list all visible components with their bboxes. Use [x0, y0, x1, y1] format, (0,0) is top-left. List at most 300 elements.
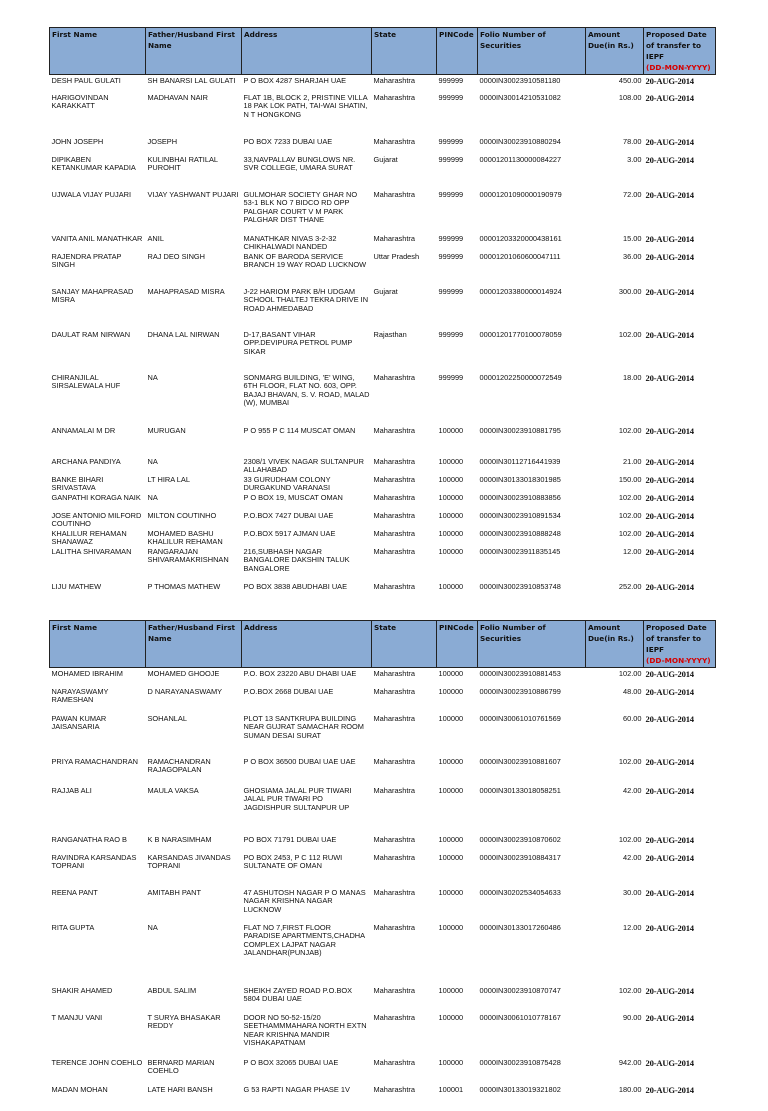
table-row	[50, 787, 716, 836]
cell-pincode: 100000	[438, 582, 464, 591]
cell-amount: 102.00	[618, 330, 642, 339]
cell-folio: 00001201770100078059	[479, 330, 562, 339]
header-state: State	[372, 28, 437, 75]
header-date-format: (DD-MON-YYYY)	[646, 656, 711, 665]
cell-proposed-date: 20-AUG-2014	[645, 511, 694, 521]
cell-first-name: DAULAT RAM NIRWAN	[51, 330, 131, 339]
cell-first-name: RAVINDRA KARSANDAS TOPRANI	[51, 853, 137, 871]
table-row	[50, 1086, 716, 1111]
cell-amount: 102.00	[618, 511, 642, 520]
cell-state: Maharashtra	[373, 529, 415, 538]
cell-address: 33,NAVPALLAV BUNGLOWS NR. SVR COLLEGE, UMARA SURAT	[243, 155, 356, 173]
cell-amount: 36.00	[623, 252, 642, 261]
table-row	[50, 758, 716, 787]
cell-amount: 102.00	[618, 757, 642, 766]
cell-folio: 00001203380000014924	[479, 287, 562, 296]
cell-father-name: P THOMAS MATHEW	[147, 582, 221, 591]
cell-first-name: T MANJU VANI	[51, 1013, 103, 1022]
cell-pincode: 999999	[438, 155, 464, 164]
cell-folio: 0000IN30023910875428	[479, 1058, 561, 1067]
cell-pincode: 999999	[438, 137, 464, 146]
cell-pincode: 100000	[438, 1013, 464, 1022]
table-row	[50, 530, 716, 548]
cell-pincode: 100000	[438, 923, 464, 932]
cell-father-name: MILTON COUTINHO	[147, 511, 217, 520]
cell-state: Maharashtra	[373, 582, 415, 591]
cell-pincode: 999999	[438, 190, 464, 199]
cell-amount: 72.00	[623, 190, 642, 199]
cell-state: Rajasthan	[373, 330, 407, 339]
cell-state: Maharashtra	[373, 457, 415, 466]
cell-state: Maharashtra	[373, 786, 415, 795]
table-row	[50, 854, 716, 889]
cell-amount: 108.00	[618, 93, 642, 102]
cell-folio: 0000IN30023910888248	[479, 529, 561, 538]
table-body-1	[50, 75, 716, 606]
header-address: Address	[242, 621, 372, 668]
cell-father-name: NA	[147, 457, 158, 466]
cell-pincode: 100000	[438, 475, 464, 484]
cell-father-name: BERNARD MARIAN COEHLO	[147, 1058, 215, 1076]
table-row	[50, 191, 716, 235]
cell-proposed-date: 20-AUG-2014	[645, 835, 694, 845]
header-pincode: PINCode	[437, 621, 478, 668]
cell-folio: 0000IN30202534054633	[479, 888, 561, 897]
cell-state: Gujarat	[373, 287, 398, 296]
cell-pincode: 100000	[438, 426, 464, 435]
cell-address: P O BOX 4287 SHARJAH UAE	[243, 76, 347, 85]
cell-state: Maharashtra	[373, 835, 415, 844]
cell-amount: 30.00	[623, 888, 642, 897]
cell-folio: 0000IN30061010761569	[479, 714, 561, 723]
cell-first-name: MADAN MOHAN	[51, 1085, 108, 1094]
cell-folio: 0000IN30133018301985	[479, 475, 561, 484]
cell-state: Maharashtra	[373, 475, 415, 484]
cell-pincode: 100000	[438, 1058, 464, 1067]
cell-address: P.O.BOX 2668 DUBAI UAE	[243, 687, 334, 696]
cell-father-name: LT HIRA LAL	[147, 475, 190, 484]
cell-folio: 0000IN30023910853748	[479, 582, 561, 591]
cell-pincode: 100000	[438, 714, 464, 723]
cell-father-name: RAMACHANDRAN RAJAGOPALAN	[147, 757, 211, 775]
cell-folio: 0000IN30133019321802	[479, 1085, 561, 1094]
cell-address: P O BOX 36500 DUBAI UAE UAE	[243, 757, 356, 766]
table-row	[50, 94, 716, 138]
cell-first-name: DIPIKABEN KETANKUMAR KAPADIA	[51, 155, 136, 173]
cell-folio: 0000IN30133017260486	[479, 923, 561, 932]
cell-proposed-date: 20-AUG-2014	[645, 1013, 694, 1023]
table-row	[50, 374, 716, 427]
cell-folio: 0000IN30061010778167	[479, 1013, 561, 1022]
cell-address: PLOT 13 SANTKRUPA BUILDING NEAR GUJRAT SAMACHAR ROOM SUMAN DESAI SURAT	[243, 714, 364, 740]
cell-state: Maharashtra	[373, 687, 415, 696]
cell-amount: 3.00	[627, 155, 642, 164]
table-row	[50, 458, 716, 476]
cell-amount: 12.00	[623, 923, 642, 932]
cell-address: P.O.BOX 7427 DUBAI UAE	[243, 511, 334, 520]
cell-father-name: KULINBHAI RATILAL PUROHIT	[147, 155, 218, 173]
table-row	[50, 668, 716, 688]
cell-address: DOOR NO 50-52-15/20 SEETHAMMMAHARA NORTH EXTN NEAR KRISHNA MANDIR VISHAKAPATNAM	[243, 1013, 367, 1048]
table-row	[50, 924, 716, 987]
cell-father-name: MAHAPRASAD MISRA	[147, 287, 225, 296]
cell-father-name: KARSANDAS JIVANDAS TOPRANI	[147, 853, 231, 871]
cell-proposed-date: 20-AUG-2014	[645, 493, 694, 503]
cell-amount: 150.00	[618, 475, 642, 484]
header-date-label: Proposed Date of transfer to IEPF	[646, 30, 707, 61]
cell-father-name: DHANA LAL NIRWAN	[147, 330, 220, 339]
cell-father-name: VIJAY YASHWANT PUJARI	[147, 190, 239, 199]
cell-state: Maharashtra	[373, 757, 415, 766]
cell-proposed-date: 20-AUG-2014	[645, 669, 694, 679]
cell-proposed-date: 20-AUG-2014	[645, 234, 694, 244]
cell-first-name: LIJU MATHEW	[51, 582, 102, 591]
cell-proposed-date: 20-AUG-2014	[645, 373, 694, 383]
cell-first-name: ANNAMALAI M DR	[51, 426, 116, 435]
cell-amount: 102.00	[618, 669, 642, 678]
cell-pincode: 100000	[438, 757, 464, 766]
cell-folio: 00001201060600047111	[479, 252, 561, 261]
cell-proposed-date: 20-AUG-2014	[645, 330, 694, 340]
cell-first-name: NARAYASWAMY RAMESHAN	[51, 687, 109, 705]
cell-folio: 0000IN30023910883856	[479, 493, 561, 502]
cell-folio: 0000IN30023910870747	[479, 986, 561, 995]
cell-amount: 60.00	[623, 714, 642, 723]
cell-proposed-date: 20-AUG-2014	[645, 547, 694, 557]
cell-address: G 53 RAPTI NAGAR PHASE 1V	[243, 1085, 350, 1094]
cell-amount: 102.00	[618, 986, 642, 995]
cell-amount: 48.00	[623, 687, 642, 696]
cell-amount: 42.00	[623, 853, 642, 862]
cell-proposed-date: 20-AUG-2014	[645, 76, 694, 86]
cell-state: Maharashtra	[373, 669, 415, 678]
table-body-2	[50, 668, 716, 1111]
cell-state: Uttar Pradesh	[373, 252, 420, 261]
cell-first-name: VANITA ANIL MANATHKAR	[51, 234, 143, 243]
header-proposed-date	[644, 621, 716, 668]
cell-proposed-date: 20-AUG-2014	[645, 529, 694, 539]
cell-pincode: 100000	[438, 529, 464, 538]
cell-father-name: RANGARAJAN SHIVARAMAKRISHNAN	[147, 547, 229, 565]
table-row	[50, 512, 716, 530]
cell-pincode: 100000	[438, 669, 464, 678]
cell-amount: 942.00	[618, 1058, 642, 1067]
cell-folio: 0000IN30023910880294	[479, 137, 561, 146]
cell-pincode: 100000	[438, 986, 464, 995]
table-row	[50, 688, 716, 715]
cell-state: Maharashtra	[373, 986, 415, 995]
cell-state: Maharashtra	[373, 137, 415, 146]
cell-amount: 300.00	[618, 287, 642, 296]
iepf-table-2	[49, 620, 716, 1111]
cell-address: 216,SUBHASH NAGAR BANGALORE DAKSHIN TALUK BANGALORE	[243, 547, 350, 573]
cell-first-name: RAJJAB ALI	[51, 786, 92, 795]
table-row	[50, 836, 716, 854]
cell-amount: 42.00	[623, 786, 642, 795]
table-row	[50, 75, 716, 94]
cell-address: BANK OF BARODA SERVICE BRANCH 19 WAY ROAD LUCKNOW	[243, 252, 367, 270]
header-father-name: Father/Husband First Name	[146, 28, 242, 75]
cell-proposed-date: 20-AUG-2014	[645, 287, 694, 297]
cell-state: Maharashtra	[373, 714, 415, 723]
cell-state: Maharashtra	[373, 426, 415, 435]
cell-first-name: HARIGOVINDAN KARAKKATT	[51, 93, 109, 111]
header-first-name: First Name	[50, 621, 146, 668]
table-header-row	[50, 28, 716, 75]
cell-address: P O BOX 32065 DUBAI UAE	[243, 1058, 339, 1067]
table-row	[50, 548, 716, 583]
cell-proposed-date: 20-AUG-2014	[645, 757, 694, 767]
cell-state: Maharashtra	[373, 493, 415, 502]
cell-first-name: ARCHANA PANDIYA	[51, 457, 121, 466]
cell-proposed-date: 20-AUG-2014	[645, 475, 694, 485]
cell-state: Maharashtra	[373, 1058, 415, 1067]
cell-folio: 0000IN30112716441939	[479, 457, 561, 466]
cell-pincode: 100000	[438, 511, 464, 520]
header-address: Address	[242, 28, 372, 75]
cell-amount: 180.00	[618, 1085, 642, 1094]
cell-address: J-22 HARIOM PARK B/H UDGAM SCHOOL THALTEJ TEKRA DRIVE IN ROAD AHMEDABAD	[243, 287, 369, 313]
cell-first-name: RANGANATHA RAO B	[51, 835, 127, 844]
cell-state: Maharashtra	[373, 76, 415, 85]
cell-first-name: PRIYA RAMACHANDRAN	[51, 757, 139, 766]
cell-folio: 00001203320000438161	[479, 234, 562, 243]
cell-first-name: SANJAY MAHAPRASAD MISRA	[51, 287, 134, 305]
cell-folio: 0000IN30023910581180	[479, 76, 561, 85]
cell-amount: 102.00	[618, 493, 642, 502]
table-row	[50, 156, 716, 191]
cell-proposed-date: 20-AUG-2014	[645, 582, 694, 592]
cell-father-name: D NARAYANASWAMY	[147, 687, 223, 696]
cell-address: PO BOX 2453, P C 112 RUWI SULTANATE OF OMAN	[243, 853, 343, 871]
cell-folio: 0000IN30023910881453	[479, 669, 561, 678]
cell-proposed-date: 20-AUG-2014	[645, 155, 694, 165]
cell-pincode: 999999	[438, 76, 464, 85]
cell-first-name: JOSE ANTONIO MILFORD COUTINHO	[51, 511, 142, 529]
cell-pincode: 100000	[438, 888, 464, 897]
cell-folio: 0000IN30023911835145	[479, 547, 561, 556]
cell-address: 33 GURUDHAM COLONY DURGAKUND VARANASI	[243, 475, 331, 493]
cell-first-name: SHAKIR AHAMED	[51, 986, 113, 995]
cell-pincode: 100000	[438, 853, 464, 862]
cell-proposed-date: 20-AUG-2014	[645, 986, 694, 996]
cell-address: FLAT 1B, BLOCK 2, PRISTINE VILLA 18 PAK LOK PATH, TAI-WAI SHATIN, N T HONGKONG	[243, 93, 368, 119]
cell-amount: 102.00	[618, 835, 642, 844]
cell-folio: 0000IN30014210531082	[479, 93, 561, 102]
cell-amount: 78.00	[623, 137, 642, 146]
cell-address: MANATHKAR NIVAS 3-2-32 CHIKHALWADI NANDED	[243, 234, 337, 252]
cell-first-name: CHIRANJILAL SIRSALEWALA HUF	[51, 373, 121, 391]
cell-first-name: DESH PAUL GULATI	[51, 76, 121, 85]
cell-address: SONMARG BUILDING, 'E' WING, 6TH FLOOR, FLAT NO. 603, OPP. BAJAJ BHAVAN, S. V. ROAD, MALAD (W), MUMBAI	[243, 373, 370, 408]
cell-father-name: T SURYA BHASAKAR REDDY	[147, 1013, 221, 1031]
cell-proposed-date: 20-AUG-2014	[645, 714, 694, 724]
cell-father-name: LATE HARI BANSH	[147, 1085, 213, 1094]
cell-proposed-date: 20-AUG-2014	[645, 252, 694, 262]
header-first-name: First Name	[50, 28, 146, 75]
cell-amount: 12.00	[623, 547, 642, 556]
cell-proposed-date: 20-AUG-2014	[645, 1058, 694, 1068]
cell-pincode: 999999	[438, 373, 464, 382]
cell-pincode: 999999	[438, 287, 464, 296]
cell-first-name: JOHN JOSEPH	[51, 137, 104, 146]
cell-amount: 90.00	[623, 1013, 642, 1022]
cell-address: FLAT NO 7,FIRST FLOOR PARADISE APARTMENTS,CHADHA COMPLEX LAJPAT NAGAR JALANDHAR(PUNJAB)	[243, 923, 365, 958]
cell-proposed-date: 20-AUG-2014	[645, 426, 694, 436]
cell-father-name: JOSEPH	[147, 137, 178, 146]
cell-first-name: RAJENDRA PRATAP SINGH	[51, 252, 122, 270]
cell-state: Gujarat	[373, 155, 398, 164]
cell-address: P O BOX 19, MUSCAT OMAN	[243, 493, 343, 502]
cell-proposed-date: 20-AUG-2014	[645, 137, 694, 147]
cell-folio: 00001201090000190979	[479, 190, 562, 199]
table-row	[50, 889, 716, 924]
cell-folio: 00001202250000072549	[479, 373, 562, 382]
cell-pincode: 100000	[438, 835, 464, 844]
header-date-label: Proposed Date of transfer to IEPF	[646, 623, 707, 654]
cell-pincode: 100000	[438, 493, 464, 502]
cell-address: 47 ASHUTOSH NAGAR P O MANAS NAGAR KRISHNA NAGAR LUCKNOW	[243, 888, 366, 914]
cell-father-name: RAJ DEO SINGH	[147, 252, 205, 261]
cell-father-name: MAULA VAKSA	[147, 786, 199, 795]
table-row	[50, 583, 716, 606]
cell-father-name: ABDUL SALIM	[147, 986, 197, 995]
cell-father-name: MADHAVAN NAIR	[147, 93, 208, 102]
cell-amount: 21.00	[623, 457, 642, 466]
cell-first-name: KHALILUR REHAMAN SHANAWAZ	[51, 529, 127, 547]
header-amount: Amount Due(in Rs.)	[586, 28, 644, 75]
cell-folio: 0000IN30023910891534	[479, 511, 561, 520]
cell-amount: 15.00	[623, 234, 642, 243]
cell-state: Maharashtra	[373, 1013, 415, 1022]
cell-address: P O 955 P C 114 MUSCAT OMAN	[243, 426, 356, 435]
cell-address: PO BOX 3838 ABUDHABI UAE	[243, 582, 348, 591]
cell-father-name: NA	[147, 373, 158, 382]
header-folio: Folio Number of Securities	[478, 28, 586, 75]
cell-address: GULMOHAR SOCIETY GHAR NO 53-1 BLK NO 7 BIDCO RD OPP PALGHAR COURT V M PARK PALGHAR DIST THANE	[243, 190, 358, 225]
cell-address: GHOSIAMA JALAL PUR TIWARI JALAL PUR TIWARI PO JAGDISHPUR SULTANPUR UP	[243, 786, 352, 812]
cell-amount: 252.00	[618, 582, 642, 591]
cell-amount: 102.00	[618, 529, 642, 538]
iepf-table-1	[49, 27, 716, 606]
cell-proposed-date: 20-AUG-2014	[645, 457, 694, 467]
cell-amount: 102.00	[618, 426, 642, 435]
cell-first-name: GANPATHI KORAGA NAIK	[51, 493, 141, 502]
cell-state: Maharashtra	[373, 511, 415, 520]
header-amount: Amount Due(in Rs.)	[586, 621, 644, 668]
cell-state: Maharashtra	[373, 888, 415, 897]
cell-first-name: LALITHA SHIVARAMAN	[51, 547, 132, 556]
cell-folio: 00001201130000084227	[479, 155, 562, 164]
cell-first-name: UJWALA VIJAY PUJARI	[51, 190, 132, 199]
cell-folio: 0000IN30023910884317	[479, 853, 561, 862]
cell-state: Maharashtra	[373, 923, 415, 932]
cell-father-name: K B NARASIMHAM	[147, 835, 212, 844]
cell-first-name: REENA PANT	[51, 888, 98, 897]
cell-state: Maharashtra	[373, 1085, 415, 1094]
table-row	[50, 138, 716, 156]
cell-proposed-date: 20-AUG-2014	[645, 687, 694, 697]
table-row	[50, 1059, 716, 1086]
header-folio: Folio Number of Securities	[478, 621, 586, 668]
cell-folio: 0000IN30023910881795	[479, 426, 561, 435]
cell-first-name: TERENCE JOHN COEHLO	[51, 1058, 143, 1067]
cell-state: Maharashtra	[373, 93, 415, 102]
cell-father-name: NA	[147, 923, 158, 932]
cell-father-name: ANIL	[147, 234, 164, 243]
cell-address: SHEIKH ZAYED ROAD P.O.BOX 5804 DUBAI UAE	[243, 986, 353, 1004]
cell-pincode: 100001	[438, 1085, 464, 1094]
cell-amount: 18.00	[623, 373, 642, 382]
cell-pincode: 100000	[438, 457, 464, 466]
table-row	[50, 253, 716, 288]
cell-state: Maharashtra	[373, 373, 415, 382]
cell-father-name: NA	[147, 493, 158, 502]
cell-state: Maharashtra	[373, 234, 415, 243]
cell-state: Maharashtra	[373, 853, 415, 862]
cell-address: 2308/1 VIVEK NAGAR SULTANPUR ALLAHABAD	[243, 457, 364, 475]
cell-pincode: 100000	[438, 786, 464, 795]
cell-father-name: SH BANARSI LAL GULATI	[147, 76, 236, 85]
header-proposed-date	[644, 28, 716, 75]
cell-father-name: SOHANLAL	[147, 714, 187, 723]
cell-proposed-date: 20-AUG-2014	[645, 786, 694, 796]
cell-father-name: MURUGAN	[147, 426, 186, 435]
cell-address: PO BOX 71791 DUBAI UAE	[243, 835, 337, 844]
cell-amount: 450.00	[618, 76, 642, 85]
cell-first-name: RITA GUPTA	[51, 923, 95, 932]
cell-proposed-date: 20-AUG-2014	[645, 190, 694, 200]
cell-first-name: MOHAMED IBRAHIM	[51, 669, 123, 678]
cell-folio: 0000IN30133018058251	[479, 786, 561, 795]
table-row	[50, 987, 716, 1014]
cell-father-name: MOHAMED BASHU KHALILUR REHAMAN	[147, 529, 223, 547]
cell-state: Maharashtra	[373, 190, 415, 199]
cell-pincode: 100000	[438, 547, 464, 556]
header-state: State	[372, 621, 437, 668]
table-row	[50, 331, 716, 374]
cell-folio: 0000IN30023910870602	[479, 835, 561, 844]
table-header-row	[50, 621, 716, 668]
cell-pincode: 999999	[438, 252, 464, 261]
cell-folio: 0000IN30023910886799	[479, 687, 561, 696]
cell-proposed-date: 20-AUG-2014	[645, 93, 694, 103]
cell-first-name: PAWAN KUMAR JAISANSARIA	[51, 714, 107, 732]
cell-proposed-date: 20-AUG-2014	[645, 923, 694, 933]
cell-first-name: BANKE BIHARI SRIVASTAVA	[51, 475, 104, 493]
header-father-name: Father/Husband First Name	[146, 621, 242, 668]
table-row	[50, 235, 716, 253]
cell-pincode: 999999	[438, 234, 464, 243]
table-row	[50, 1014, 716, 1059]
cell-proposed-date: 20-AUG-2014	[645, 853, 694, 863]
cell-pincode: 999999	[438, 93, 464, 102]
cell-folio: 0000IN30023910881607	[479, 757, 561, 766]
header-pincode: PINCode	[437, 28, 478, 75]
table-row	[50, 427, 716, 458]
table-row	[50, 715, 716, 758]
cell-state: Maharashtra	[373, 547, 415, 556]
cell-address: PO BOX 7233 DUBAI UAE	[243, 137, 333, 146]
cell-address: D-17,BASANT VIHAR OPP.DEVIPURA PETROL PUMP SIKAR	[243, 330, 353, 356]
cell-father-name: MOHAMED GHOOJE	[147, 669, 220, 678]
table-row	[50, 494, 716, 512]
cell-proposed-date: 20-AUG-2014	[645, 888, 694, 898]
header-date-format: (DD-MON-YYYY)	[646, 63, 711, 72]
table-row	[50, 476, 716, 494]
cell-proposed-date: 20-AUG-2014	[645, 1085, 694, 1095]
cell-address: P.O. BOX 23220 ABU DHABI UAE	[243, 669, 357, 678]
